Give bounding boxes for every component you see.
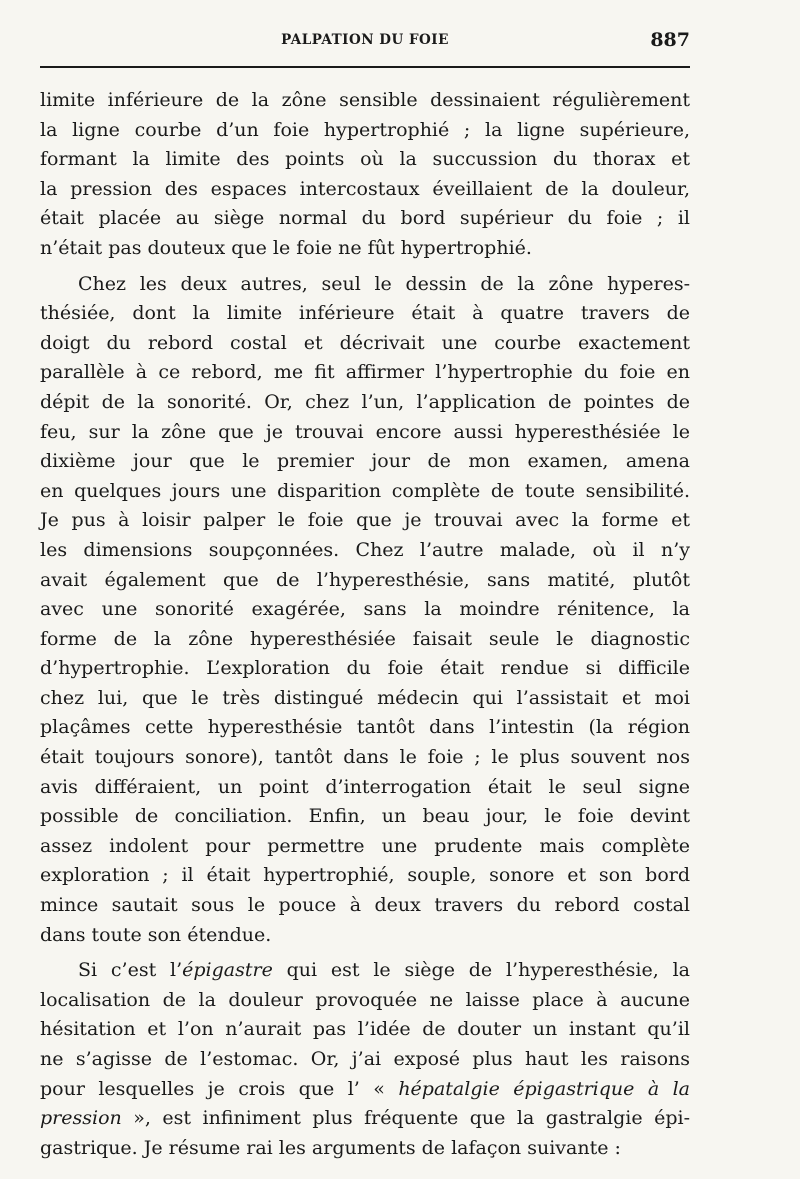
text-line: feu, sur la zône que je trouvai encore aussi hyperesthésiée le: [40, 420, 690, 443]
text-line: en quelques jours une disparition complète de toute sensibilité.: [40, 479, 690, 502]
page-number: 887: [650, 29, 690, 51]
text-line: Chez les deux autres, seul le dessin de la zône hyperes-: [78, 272, 690, 295]
text-line: n’était pas douteux que le foie ne fût hypertrophié.: [40, 236, 532, 259]
text-line: mince sautait sous le pouce à deux travers du rebord costal: [40, 894, 690, 917]
text-line: thésiée, dont la limite inférieure était à quatre travers de: [40, 302, 690, 325]
text-line: hésitation et l’on n’aurait pas l’idée de douter un instant qu’il: [40, 1018, 690, 1041]
text-line: avec une sonorité exagérée, sans la moindre rénitence, la: [40, 598, 690, 621]
paragraph-3: [40, 956, 690, 1163]
body-text: [40, 86, 690, 1163]
text-line: plaçâmes cette hyperesthésie tantôt dans l’intestin (la région: [40, 716, 690, 739]
text-line: la ligne courbe d’un foie hypertrophié ; la ligne supérieure,: [40, 118, 690, 141]
text-line: assez indolent pour permettre une prudente mais complète: [40, 834, 690, 857]
page-header: [40, 29, 690, 60]
text-line: forme de la zône hyperesthésiée faisait seule le diagnostic: [40, 627, 690, 650]
text-line: parallèle à ce rebord, me fit affirmer l’hypertrophie du foie en: [40, 361, 690, 384]
paragraph-2: [40, 270, 690, 951]
text-line: avis différaient, un point d’interrogation était le seul signe: [40, 775, 690, 798]
text-line: ne s’agisse de l’estomac. Or, j’ai exposé plus haut les raisons: [40, 1048, 690, 1070]
text-line: dans toute son étendue.: [40, 923, 272, 946]
text-run: qui est le siège de l’hyperesthésie, la: [272, 959, 690, 982]
text-line: avait également que de l’hyperesthésie, sans matité, plutôt: [40, 568, 690, 591]
text-run: Si c’est l’: [78, 959, 183, 982]
text-line: possible de conciliation. Enfin, un beau jour, le foie devint: [40, 805, 690, 828]
text-line: la pression des espaces intercostaux éveillaient de la douleur,: [40, 177, 690, 200]
text-line: chez lui, que le très distingué médecin qui l’assistait et moi: [40, 686, 690, 709]
text-line: [40, 956, 690, 986]
text-line: les dimensions soupçonnées. Chez l’autre malade, où il n’y: [40, 538, 690, 561]
text-line: gastrique. Je résume rai les arguments de lafaçon suivante :: [40, 1136, 621, 1159]
text-line: dixième jour que le premier jour de mon examen, amena: [40, 450, 690, 473]
running-title: PALPATION DU FOIE: [281, 32, 449, 48]
text-line: était toujours sonore), tantôt dans le foie ; le plus souvent nos: [40, 746, 690, 769]
text-line: limite inférieure de la zône sensible dessinaient régulièrement: [40, 89, 690, 111]
text-run: », est infiniment plus fréquente que la gastralgie épi-: [121, 1107, 690, 1130]
paragraph-1: [40, 86, 690, 264]
italic-term: hépatalgie épigastrique à la: [398, 1077, 690, 1100]
text-line: localisation de la douleur provoquée ne laisse place à aucune: [40, 988, 690, 1011]
text-line: exploration ; il était hypertrophié, souple, sonore et son bord: [40, 864, 690, 887]
text-line: formant la limite des points où la succussion du thorax et: [40, 148, 690, 171]
text-line: doigt du rebord costal et décrivait une courbe exactement: [40, 331, 690, 354]
header-rule: [40, 66, 690, 68]
text-line: d’hypertrophie. L’exploration du foie était rendue si difficile: [40, 657, 690, 680]
text-run: pour lesquelles je crois que l’ «: [40, 1077, 399, 1100]
italic-term: épigastre: [182, 959, 273, 982]
italic-term: pression: [40, 1107, 122, 1130]
text-line: Je pus à loisir palper le foie que je trouvai avec la forme et: [40, 509, 690, 532]
text-line: [40, 1104, 690, 1134]
text-line: dépit de la sonorité. Or, chez l’un, l’application de pointes de: [40, 390, 690, 413]
text-line: était placée au siège normal du bord supérieur du foie ; il: [40, 207, 690, 230]
text-line: [40, 1075, 690, 1105]
